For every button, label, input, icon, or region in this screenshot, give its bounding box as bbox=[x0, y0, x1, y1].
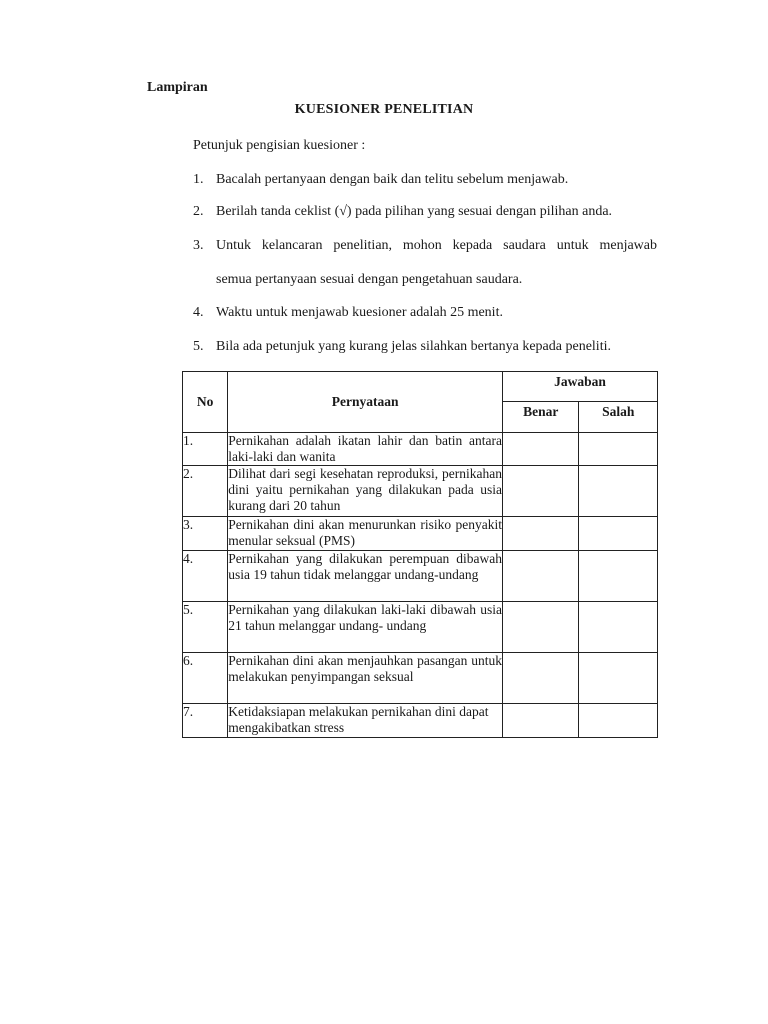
row-number: 2. bbox=[183, 466, 228, 517]
header-jawaban: Jawaban bbox=[503, 372, 658, 402]
header-pernyataan: Pernyataan bbox=[228, 372, 503, 433]
row-statement: Ketidaksiapan melakukan pernikahan dini dapat mengakibatkan stress bbox=[228, 704, 503, 738]
instruction-text: Berilah tanda ceklist (√) pada pilihan yang sesuai dengan pilihan anda. bbox=[216, 204, 613, 219]
header-benar: Benar bbox=[503, 402, 579, 433]
row-statement: Dilihat dari segi kesehatan reproduksi, pernikahan dini yaitu pernikahan yang dilakukan pada usia kurang dari 20 tahun bbox=[228, 466, 503, 517]
table-row bbox=[183, 551, 658, 602]
instruction-number: 4. bbox=[193, 305, 204, 320]
table-row bbox=[183, 653, 658, 704]
benar-cell[interactable] bbox=[503, 466, 579, 517]
row-number: 1. bbox=[183, 433, 228, 466]
table-row bbox=[183, 602, 658, 653]
instruction-text: Waktu untuk menjawab kuesioner adalah 25 menit. bbox=[216, 305, 503, 320]
row-number: 5. bbox=[183, 602, 228, 653]
instruction-number: 3. bbox=[193, 238, 204, 253]
table-row bbox=[183, 704, 658, 738]
salah-cell[interactable] bbox=[579, 466, 658, 517]
salah-cell[interactable] bbox=[579, 551, 658, 602]
benar-cell[interactable] bbox=[503, 602, 579, 653]
instruction-number: 1. bbox=[193, 172, 204, 187]
salah-cell[interactable] bbox=[579, 602, 658, 653]
instruction-text: semua pertanyaan sesuai dengan pengetahuan saudara. bbox=[216, 272, 523, 287]
benar-cell[interactable] bbox=[503, 653, 579, 704]
appendix-label: Lampiran bbox=[147, 80, 208, 95]
salah-cell[interactable] bbox=[579, 433, 658, 466]
salah-cell[interactable] bbox=[579, 704, 658, 738]
table-row bbox=[183, 433, 658, 466]
page-title: KUESIONER PENELITIAN bbox=[294, 102, 474, 117]
questionnaire-table bbox=[182, 371, 658, 738]
salah-cell[interactable] bbox=[579, 517, 658, 551]
table-row bbox=[183, 517, 658, 551]
header-no: No bbox=[183, 372, 228, 433]
salah-cell[interactable] bbox=[579, 653, 658, 704]
row-statement: Pernikahan adalah ikatan lahir dan batin antara laki-laki dan wanita bbox=[228, 433, 502, 464]
table-row bbox=[183, 466, 658, 517]
instruction-number: 2. bbox=[193, 204, 204, 219]
instruction-number: 5. bbox=[193, 339, 204, 354]
benar-cell[interactable] bbox=[503, 433, 579, 466]
instruction-text: Bila ada petunjuk yang kurang jelas silahkan bertanya kepada peneliti. bbox=[216, 339, 611, 354]
instructions-heading: Petunjuk pengisian kuesioner : bbox=[193, 138, 366, 153]
benar-cell[interactable] bbox=[503, 517, 579, 551]
row-statement: Pernikahan yang dilakukan perempuan dibawah usia 19 tahun tidak melanggar undang-undang bbox=[228, 551, 503, 602]
header-salah: Salah bbox=[579, 402, 658, 433]
row-number: 7. bbox=[183, 704, 228, 738]
benar-cell[interactable] bbox=[503, 704, 579, 738]
row-statement: Pernikahan dini akan menurunkan risiko penyakit menular seksual (PMS) bbox=[228, 517, 503, 551]
instruction-text: Bacalah pertanyaan dengan baik dan telitu sebelum menjawab. bbox=[216, 172, 569, 187]
row-number: 6. bbox=[183, 653, 228, 704]
row-statement: Pernikahan yang dilakukan laki-laki dibawah usia 21 tahun melanggar undang- undang bbox=[228, 602, 503, 653]
row-statement: Pernikahan dini akan menjauhkan pasangan untuk melakukan penyimpangan seksual bbox=[228, 653, 503, 704]
row-number: 4. bbox=[183, 551, 228, 602]
row-number: 3. bbox=[183, 517, 228, 551]
benar-cell[interactable] bbox=[503, 551, 579, 602]
instruction-text: Untuk kelancaran penelitian, mohon kepada saudara untuk menjawab bbox=[216, 238, 657, 253]
